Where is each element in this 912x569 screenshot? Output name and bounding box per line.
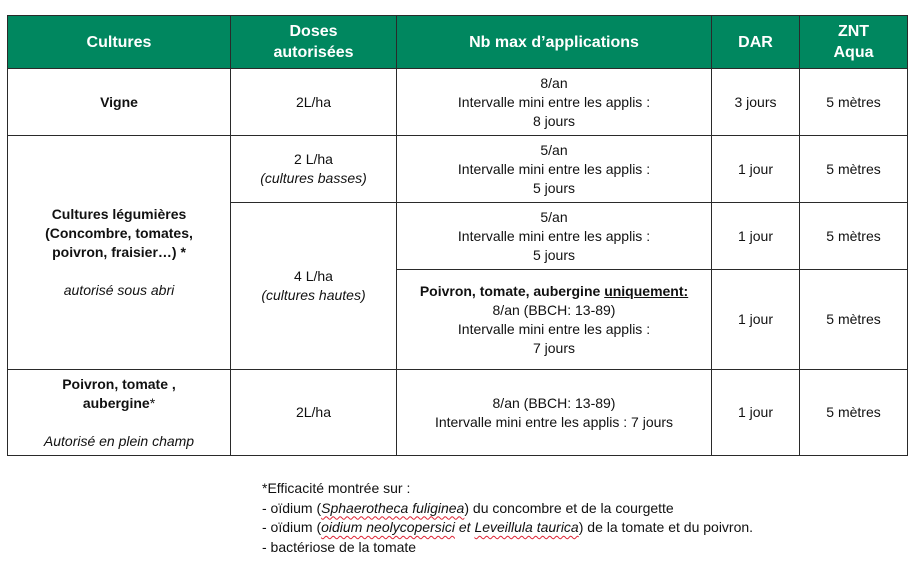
footnote-item-1 — [262, 499, 753, 519]
dar-plein-champ: 1 jour — [712, 370, 800, 456]
footnote-item1-suffix: ) du concombre et de la courgette — [464, 499, 674, 516]
header-dar: DAR — [712, 16, 800, 69]
culture-plein-champ-line1: Poivron, tomate , — [62, 375, 176, 392]
culture-vigne: Vigne — [8, 69, 231, 136]
culture-plein-champ-line2: aubergine — [82, 394, 150, 411]
znt-hautes: 5 mètres — [800, 203, 908, 270]
header-doses — [231, 16, 397, 69]
znt-vigne: 5 mètres — [800, 69, 908, 136]
nb-line2: Intervalle mini entre les applis : — [457, 227, 651, 244]
footnote-item-2 — [262, 518, 753, 538]
nb-line3: 5 jours — [532, 179, 576, 196]
nb-line2: Intervalle mini entre les applis : — [457, 160, 651, 177]
nb-bold-line — [401, 282, 707, 301]
nb-bold-underlined: uniquement: — [604, 282, 689, 299]
dose-basses-value: 2 L/ha — [294, 151, 333, 167]
dose-vigne: 2L/ha — [231, 69, 397, 136]
header-znt-line2: Aqua — [833, 44, 874, 61]
dose-hautes-value: 4 L/ha — [294, 268, 333, 284]
product-usage-table — [7, 15, 908, 456]
nb-line2: Intervalle mini entre les applis : — [457, 320, 651, 337]
nb-max-plein-champ — [397, 370, 712, 456]
dose-basses-note: (cultures basses) — [260, 170, 367, 186]
nb-max-vigne — [397, 69, 712, 136]
footnote-item2-species2: Leveillula taurica — [474, 519, 579, 535]
znt-solanacees: 5 mètres — [800, 270, 908, 370]
header-znt-line1: ZNT — [837, 23, 870, 40]
culture-plein-champ-note: Autorisé en plein champ — [43, 432, 195, 449]
dar-vigne: 3 jours — [712, 69, 800, 136]
header-cultures: Cultures — [8, 16, 231, 69]
dar-hautes: 1 jour — [712, 203, 800, 270]
culture-legumieres-note: autorisé sous abri — [63, 282, 175, 298]
header-znt — [800, 16, 908, 69]
nb-max-basses — [397, 136, 712, 203]
footnote-item2-suffix: ) de la tomate et du poivron. — [578, 519, 754, 535]
culture-plein-champ-asterisk: * — [149, 394, 156, 411]
nb-line1: 5/an — [540, 141, 568, 158]
culture-legumieres-line1: Cultures légumières — [51, 206, 187, 222]
footnote-item2-et: et — [454, 519, 475, 535]
footnote-item1-prefix: - oïdium ( — [262, 499, 322, 516]
dar-basses: 1 jour — [712, 136, 800, 203]
nb-line1: 8/an (BBCH: 13-89) — [492, 394, 616, 411]
nb-line3: 8 jours — [532, 112, 576, 129]
header-row — [8, 16, 908, 69]
dose-basses — [231, 136, 397, 203]
header-doses-line1: Doses — [289, 23, 338, 40]
znt-basses: 5 mètres — [800, 136, 908, 203]
nb-line3: 7 jours — [532, 339, 576, 356]
footnote-item-3: - bactériose de la tomate — [262, 538, 417, 555]
znt-plein-champ: 5 mètres — [800, 370, 908, 456]
nb-line1: 5/an — [540, 208, 568, 225]
nb-line3: 5 jours — [532, 246, 576, 263]
culture-legumieres-line2: (Concombre, tomates, — [45, 225, 193, 241]
table-row-plein-champ — [8, 370, 908, 456]
dose-hautes-note: (cultures hautes) — [261, 287, 366, 303]
nb-line2: Intervalle mini entre les applis : — [457, 93, 651, 110]
culture-plein-champ — [8, 370, 231, 456]
table-row-vigne — [8, 69, 908, 136]
nb-line2: Intervalle mini entre les applis : 7 jours — [434, 413, 674, 430]
dar-solanacees: 1 jour — [712, 270, 800, 370]
nb-max-hautes — [397, 203, 712, 270]
table-row-legumieres-basses — [8, 136, 908, 203]
dose-hautes — [231, 203, 397, 370]
nb-max-solanacees — [397, 270, 712, 370]
dose-plein-champ: 2L/ha — [231, 370, 397, 456]
efficacy-footnote — [262, 479, 753, 557]
nb-bold-text: Poivron, tomate, aubergine — [419, 282, 605, 299]
nb-line1: 8/an — [540, 74, 568, 91]
culture-legumieres-line3: poivron, fraisier…) * — [52, 244, 186, 260]
header-nb-max: Nb max d’applications — [397, 16, 712, 69]
footnote-item2-prefix: - oïdium ( — [262, 519, 322, 535]
nb-line1: 8/an (BBCH: 13-89) — [492, 301, 616, 318]
culture-plein-champ-line2-wrap — [12, 394, 226, 413]
footnote-item1-species: Sphaerotheca fuliginea — [321, 499, 465, 516]
header-doses-line2: autorisées — [273, 44, 354, 61]
footnote-item2-species1: oidium neolycopersici — [321, 519, 455, 535]
footnote-title: *Efficacité montrée sur : — [262, 480, 411, 496]
culture-legumieres — [8, 136, 231, 370]
